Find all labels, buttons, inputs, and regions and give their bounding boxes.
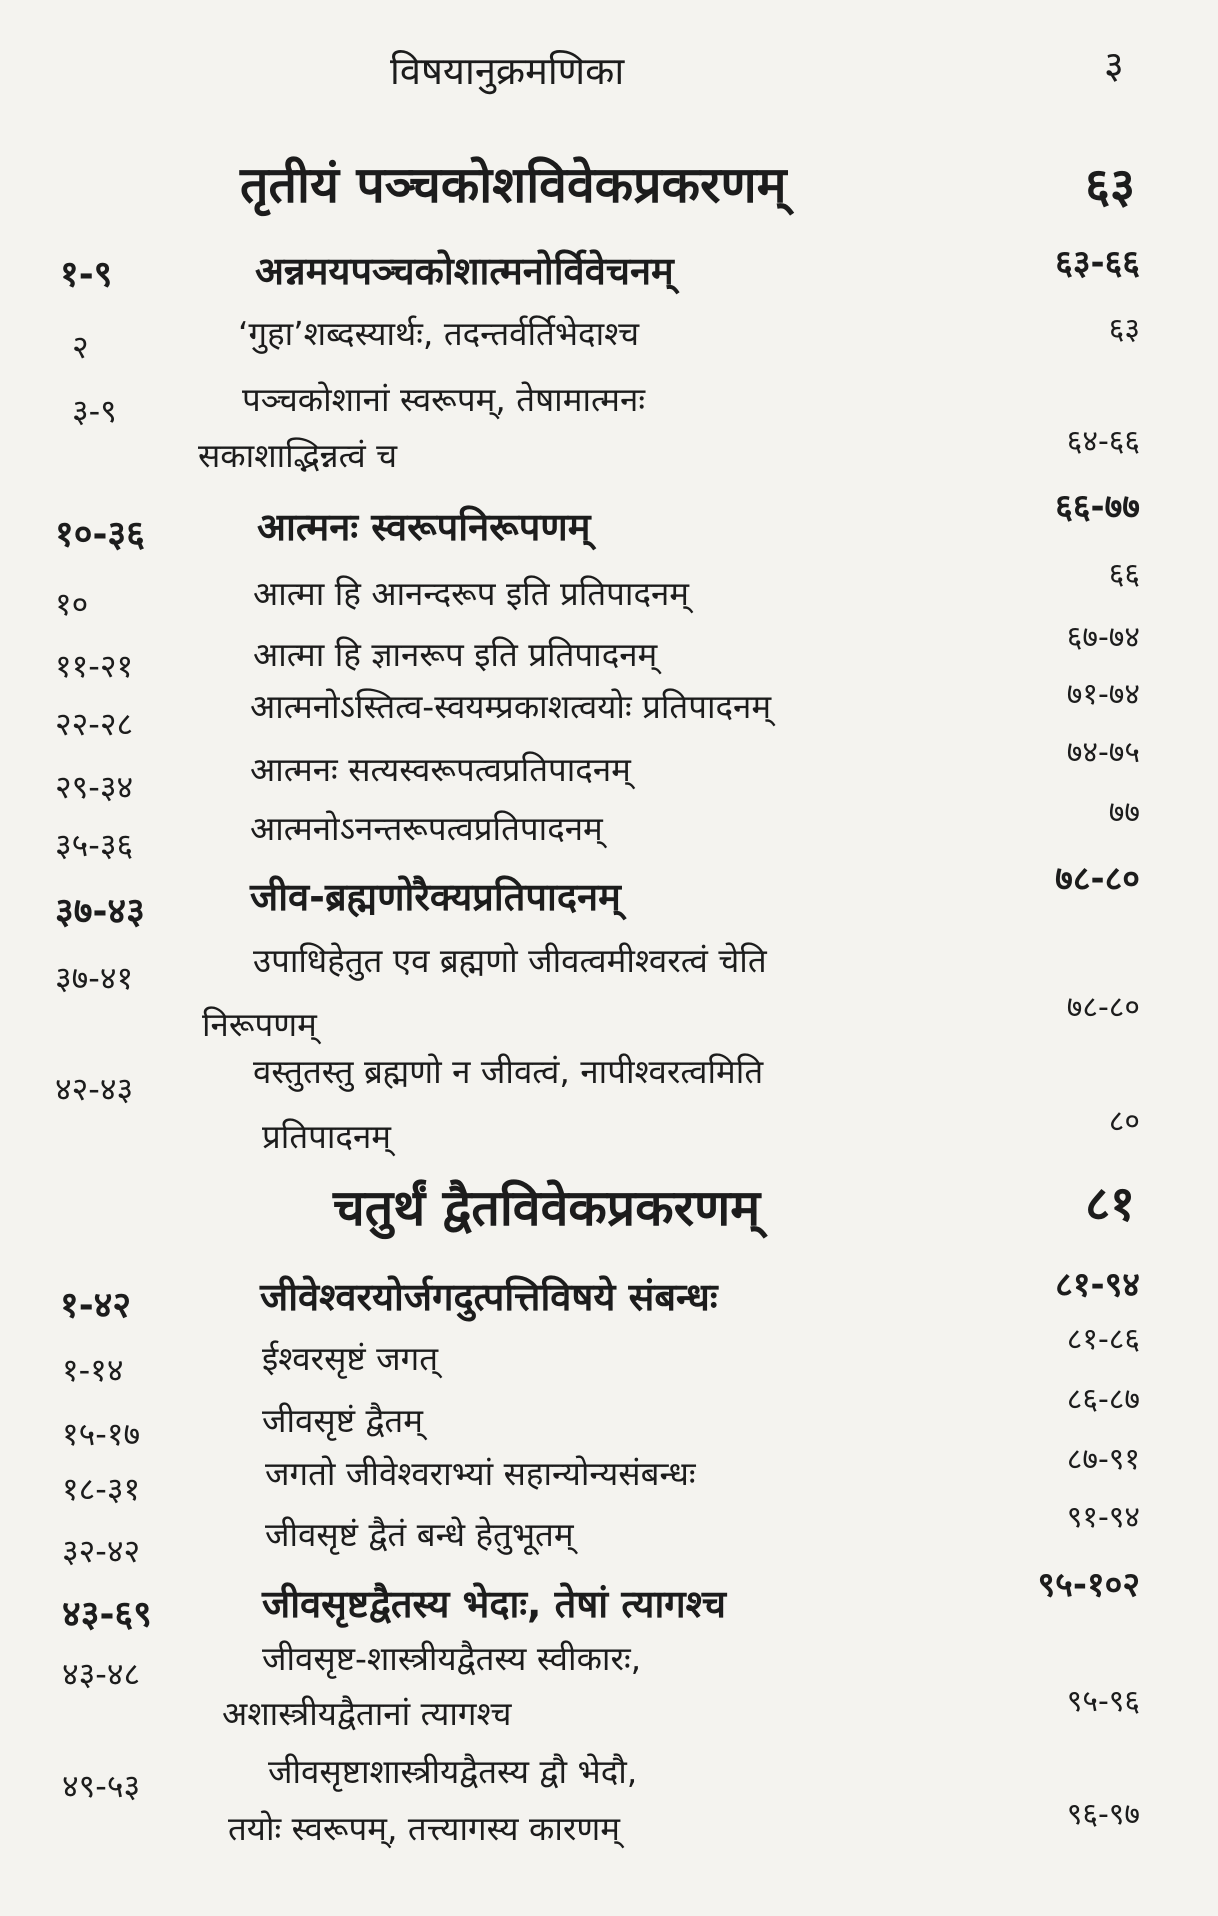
toc-page: ८७-९१ (1066, 1442, 1140, 1477)
toc-verses: ३७-४३ (55, 891, 145, 932)
toc-verses: १०-३६ (55, 514, 145, 555)
toc-page: ८६-८७ (1066, 1382, 1140, 1417)
section-3-title: तृतीयं पञ्चकोशविवेकप्रकरणम् (240, 156, 787, 214)
toc-verses: १० (55, 585, 89, 623)
toc-verses: १८-३१ (62, 1470, 141, 1508)
toc-page: ७८-८० (1066, 990, 1140, 1025)
toc-page: ६७-७४ (1066, 620, 1140, 655)
section-3-page: ६३ (1085, 158, 1135, 214)
toc-topic: आत्मनः सत्यस्वरूपत्वप्रतिपादनम् (250, 750, 631, 789)
toc-topic-continuation: तयोः स्वरूपम्, तत्त्यागस्य कारणम् (228, 1809, 621, 1848)
toc-page: ८१-९४ (1055, 1265, 1140, 1305)
toc-page: ८१-८६ (1066, 1322, 1140, 1357)
toc-page: ९५-१०२ (1037, 1565, 1140, 1605)
page-number: ३ (1104, 43, 1124, 87)
toc-topic: जीवसृष्टाशास्त्रीयद्वैतस्य द्वौ भेदौ, (268, 1752, 638, 1791)
toc-page: ९५-९६ (1066, 1684, 1140, 1719)
toc-topic: ईश्वरसृष्टं जगत् (262, 1339, 439, 1378)
toc-verses: ११-२१ (55, 647, 134, 685)
toc-page: ९६-९७ (1066, 1797, 1140, 1832)
toc-topic: जीवेश्वरयोर्जगदुत्पत्तिविषये संबन्धः (260, 1275, 718, 1319)
toc-verses: २ (72, 328, 89, 366)
toc-topic: जीवसृष्टं द्वैतम् (262, 1401, 423, 1440)
toc-topic: उपाधिहेतुत एव ब्रह्मणो जीवत्वमीश्वरत्वं चेति (253, 941, 767, 980)
toc-verses: ३५-३६ (55, 826, 134, 864)
toc-verses: १-१४ (62, 1351, 124, 1389)
toc-page: ८० (1108, 1104, 1140, 1139)
toc-verses: २२-२८ (55, 705, 134, 743)
toc-verses: ३२-४२ (62, 1532, 141, 1570)
toc-page: ६३ (1108, 312, 1140, 347)
toc-topic: जीवसृष्टं द्वैतं बन्धे हेतुभूतम् (265, 1515, 574, 1554)
toc-topic-continuation: अशास्त्रीयद्वैतानां त्यागश्च (222, 1694, 512, 1733)
toc-topic-continuation: सकाशाद्भिन्नत्वं च (198, 436, 398, 475)
section-4-title: चतुर्थं द्वैतविवेकप्रकरणम् (333, 1179, 761, 1237)
toc-verses: ३७-४१ (55, 959, 134, 997)
toc-topic-continuation: निरूपणम् (202, 1005, 317, 1044)
toc-verses: ३-९ (72, 392, 117, 430)
toc-verses: ४२-४३ (55, 1070, 134, 1108)
toc-topic-continuation: प्रतिपादनम् (262, 1117, 391, 1156)
toc-page: ७७ (1108, 795, 1140, 830)
toc-verses: १-४२ (60, 1285, 132, 1326)
toc-page: ७४-७५ (1066, 735, 1140, 770)
toc-topic: आत्मा हि आनन्दरूप इति प्रतिपादनम् (253, 574, 690, 613)
toc-page: ६६ (1108, 557, 1140, 592)
toc-verses: १५-१७ (62, 1415, 141, 1453)
toc-topic: जगतो जीवेश्वराभ्यां सहान्योन्यसंबन्धः (265, 1454, 696, 1493)
toc-verses: ४३-४८ (62, 1655, 141, 1693)
toc-page: ६४-६६ (1066, 424, 1140, 459)
toc-page: ७८-८० (1055, 859, 1140, 899)
toc-topic: पञ्चकोशानां स्वरूपम्, तेषामात्मनः (242, 380, 645, 419)
toc-topic: ‘गुहा’शब्दस्यार्थः, तदन्तर्वर्तिभेदाश्च (238, 314, 640, 353)
page-title: विषयानुक्रमणिका (390, 49, 625, 93)
toc-page: ७१-७४ (1066, 677, 1140, 712)
toc-topic: जीवसृष्टद्वैतस्य भेदाः, तेषां त्यागश्च (262, 1582, 726, 1626)
toc-topic: जीव-ब्रह्मणोरैक्यप्रतिपादनम् (250, 875, 621, 919)
toc-page: ९१-९४ (1066, 1500, 1140, 1535)
toc-topic: आत्मनोऽनन्तरूपत्वप्रतिपादनम् (250, 809, 603, 848)
toc-verses: ४९-५३ (62, 1767, 141, 1805)
toc-topic: आत्मनः स्वरूपनिरूपणम् (257, 505, 591, 549)
toc-verses: ४३-६९ (62, 1594, 152, 1635)
toc-verses: २९-३४ (55, 768, 134, 806)
toc-page: ६३-६६ (1055, 243, 1140, 283)
toc-topic: अन्नमयपञ्चकोशात्मनोर्विवेचनम् (255, 249, 674, 293)
toc-topic: वस्तुतस्तु ब्रह्मणो न जीवत्वं, नापीश्वरत्वमिति (253, 1052, 764, 1091)
toc-topic: आत्मा हि ज्ञानरूप इति प्रतिपादनम् (253, 635, 658, 674)
toc-verses: १-९ (60, 254, 113, 295)
toc-topic: आत्मनोऽस्तित्व-स्वयम्प्रकाशत्वयोः प्रतिपादनम् (250, 687, 772, 726)
toc-topic: जीवसृष्ट-शास्त्रीयद्वैतस्य स्वीकारः, (262, 1639, 642, 1678)
section-4-page: ८१ (1085, 1176, 1135, 1232)
toc-page: ६६-७७ (1055, 487, 1140, 527)
